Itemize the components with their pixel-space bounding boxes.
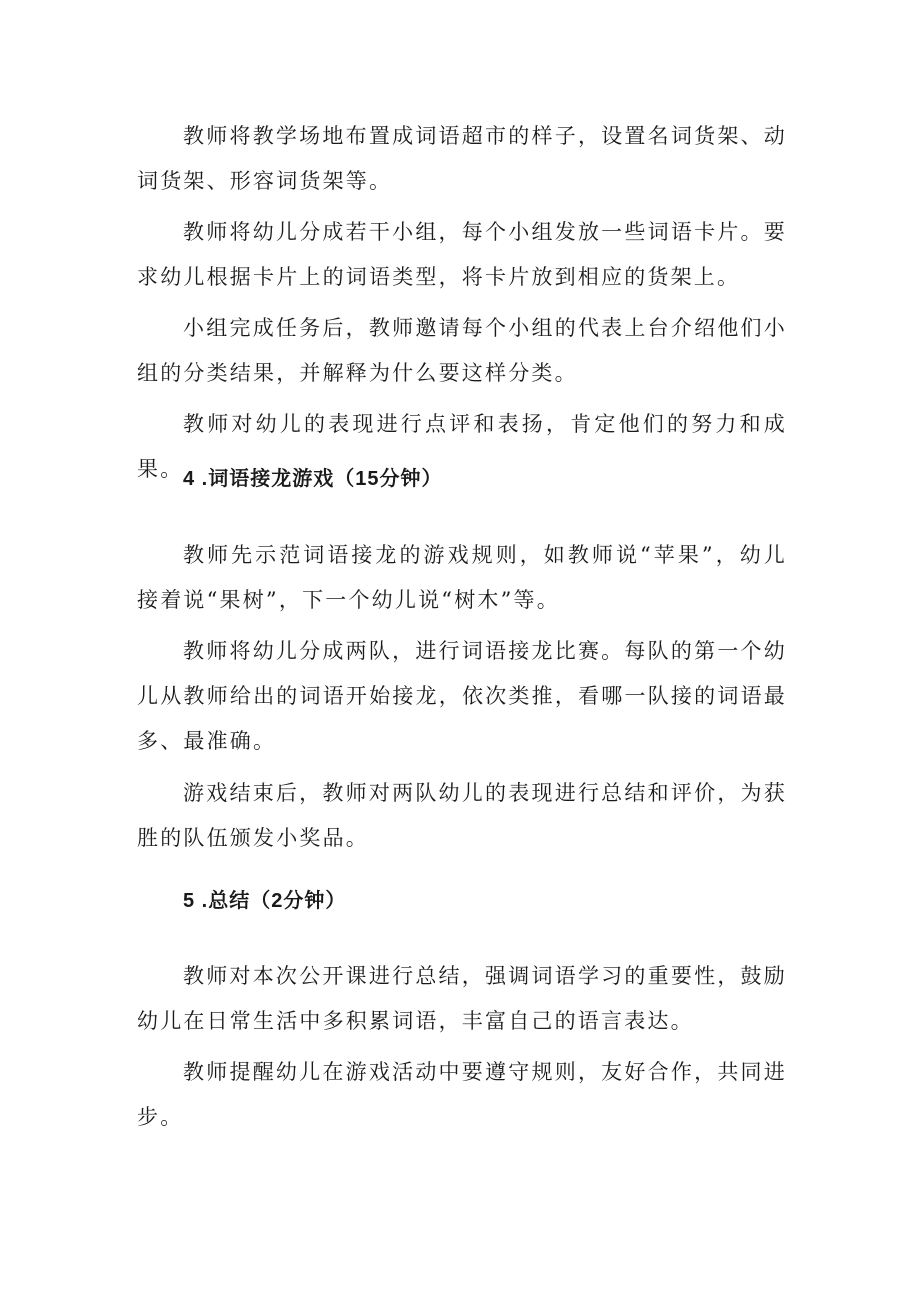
paragraph-group-presentation: 小组完成任务后，教师邀请每个小组的代表上台介绍他们小组的分类结果，并解释为什么要这样分类。 — [137, 316, 787, 385]
paragraph-game-evaluation: 游戏结束后，教师对两队幼儿的表现进行总结和评价，为获胜的队伍颁发小奖品。 — [137, 781, 787, 850]
section-heading-word-chain-game: 4 .词语接龙游戏（15分钟） — [183, 468, 443, 490]
paragraph-word-chain-demo: 教师先示范词语接龙的游戏规则，如教师说“苹果”，幼儿接着说“果树”，下一个幼儿说“树木”等。 — [137, 543, 787, 612]
paragraph-rules-reminder: 教师提醒幼儿在游戏活动中要遵守规则，友好合作，共同进步。 — [137, 1060, 787, 1129]
section-heading-summary: 5 .总结（2分钟） — [183, 890, 347, 912]
paragraph-word-chain-competition: 教师将幼儿分成两队，进行词语接龙比赛。每队的第一个幼儿从教师给出的词语开始接龙，依次类推，看哪一队接的词语最多、最准确。 — [137, 639, 787, 753]
paragraph-teacher-praise: 教师对幼儿的表现进行点评和表扬，肯定他们的努力和成果。 — [137, 412, 787, 481]
paragraph-group-cards: 教师将幼儿分成若干小组，每个小组发放一些词语卡片。要求幼儿根据卡片上的词语类型，将卡片放到相应的货架上。 — [137, 220, 787, 289]
paragraph-word-supermarket-setup: 教师将教学场地布置成词语超市的样子，设置名词货架、动词货架、形容词货架等。 — [137, 124, 787, 193]
paragraph-lesson-summary: 教师对本次公开课进行总结，强调词语学习的重要性，鼓励幼儿在日常生活中多积累词语，丰富自己的语言表达。 — [137, 964, 787, 1033]
